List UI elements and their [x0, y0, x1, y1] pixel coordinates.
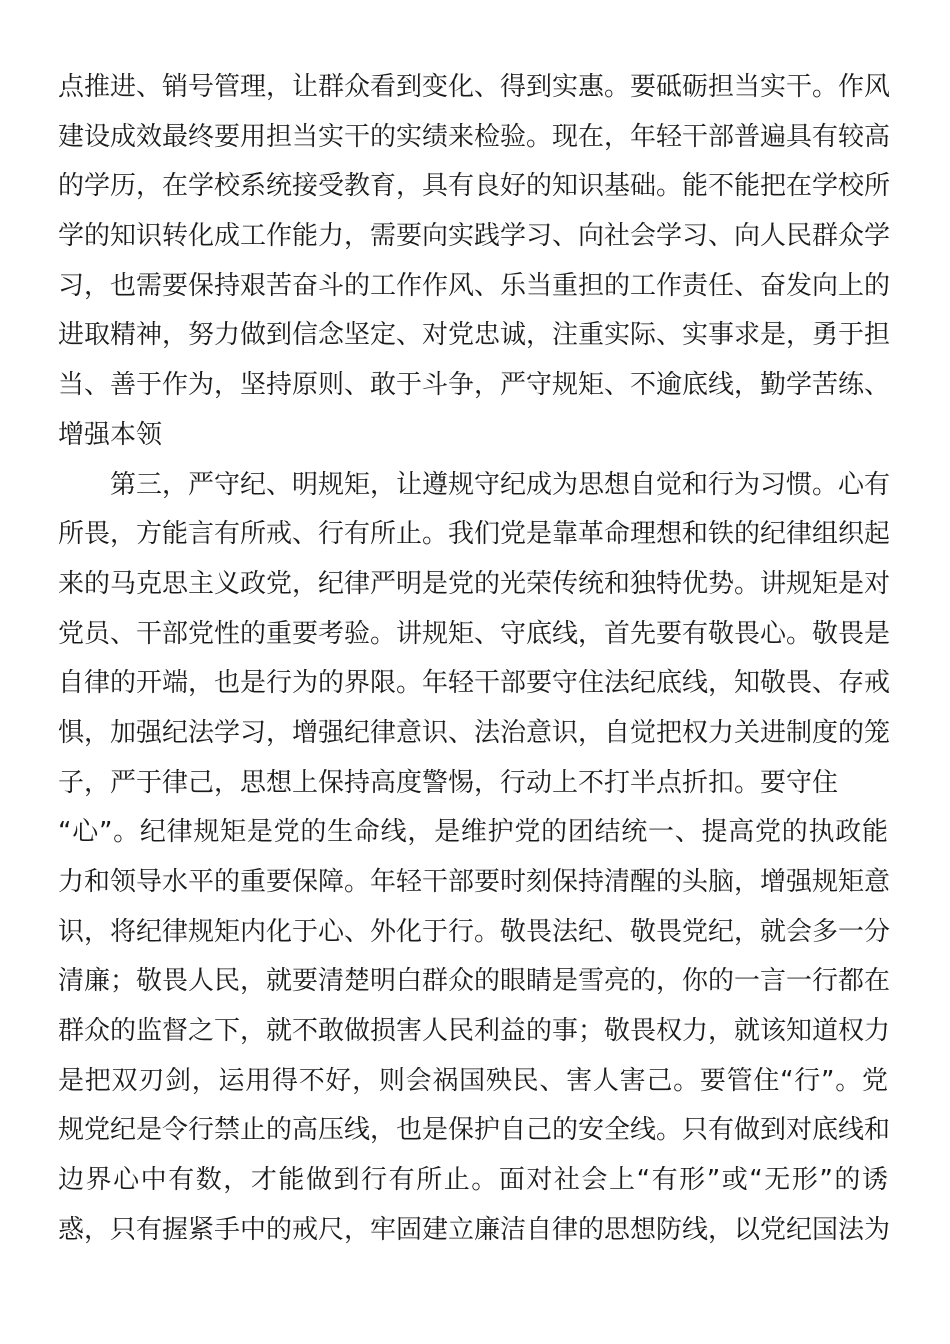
text-line: 党员、干部党性的重要考验。讲规矩、守底线，首先要有敬畏心。敬畏是 — [58, 618, 891, 649]
text-line: 所畏，方能言有所戒、行有所止。我们党是靠革命理想和铁的纪律组织起 — [58, 519, 891, 550]
text-line: 力和领导水平的重要保障。年轻干部要时刻保持清醒的头脑，增强规矩意 — [58, 867, 891, 897]
text-line: 清廉；敬畏人民，就要清楚明白群众的眼睛是雪亮的，你的一言一行都在 — [58, 966, 891, 997]
document-body — [58, 63, 891, 1256]
text-line: 惧，加强纪法学习，增强纪律意识、法治意识，自觉把权力关进制度的笼 — [58, 717, 891, 748]
text-line: 增强本领 — [58, 419, 163, 450]
text-line: 识，将纪律规矩内化于心、外化于行。敬畏法纪、敬畏党纪，就会多一分 — [58, 916, 891, 947]
text-line: 群众的监督之下，就不敢做损害人民利益的事；敬畏权力，就该知道权力 — [58, 1016, 891, 1047]
text-line: 学的知识转化成工作能力，需要向实践学习、向社会学习、向人民群众学 — [58, 221, 891, 252]
text-line: 自律的开端，也是行为的界限。年轻干部要守住法纪底线，知敬畏、存戒 — [58, 668, 891, 699]
text-line: 建设成效最终要用担当实干的实绩来检验。现在，年轻干部普遍具有较高 — [58, 121, 891, 152]
text-line: 习，也需要保持艰苦奋斗的工作作风、乐当重担的工作责任、奋发向上的 — [58, 270, 891, 301]
text-line: 当、善于作为，坚持原则、敢于斗争，严守规矩、不逾底线，勤学苦练、 — [58, 370, 891, 401]
paragraph-first-line: 第三，严守纪、明规矩，让遵规守纪成为思想自觉和行为习惯。心有 — [110, 469, 891, 500]
text-line: 边界心中有数，才能做到行有所止。面对社会上“有形”或“无形”的诱 — [58, 1165, 888, 1196]
text-line: “心”。纪律规矩是党的生命线，是维护党的团结统一、提高党的执政能 — [58, 817, 888, 848]
text-line: 子，严于律己，思想上保持高度警惕，行动上不打半点折扣。要守住 — [58, 767, 839, 798]
text-line: 点推进、销号管理，让群众看到变化、得到实惠。要砥砺担当实干。作风 — [58, 72, 891, 102]
text-line: 进取精神，努力做到信念坚定、对党忠诚，注重实际、实事求是，勇于担 — [58, 320, 891, 351]
text-line: 惑，只有握紧手中的戒尺，牢固建立廉洁自律的思想防线，以党纪国法为 — [58, 1214, 891, 1245]
text-line: 来的马克思主义政党，纪律严明是党的光荣传统和独特优势。讲规矩是对 — [58, 568, 891, 599]
text-line: 是把双刃剑，运用得不好，则会祸国殃民、害人害己。要管住“行”。党 — [58, 1065, 888, 1096]
text-line: 规党纪是令行禁止的高压线，也是保护自己的安全线。只有做到对底线和 — [58, 1115, 891, 1146]
text-line: 的学历，在学校系统接受教育，具有良好的知识基础。能不能把在学校所 — [58, 171, 891, 202]
